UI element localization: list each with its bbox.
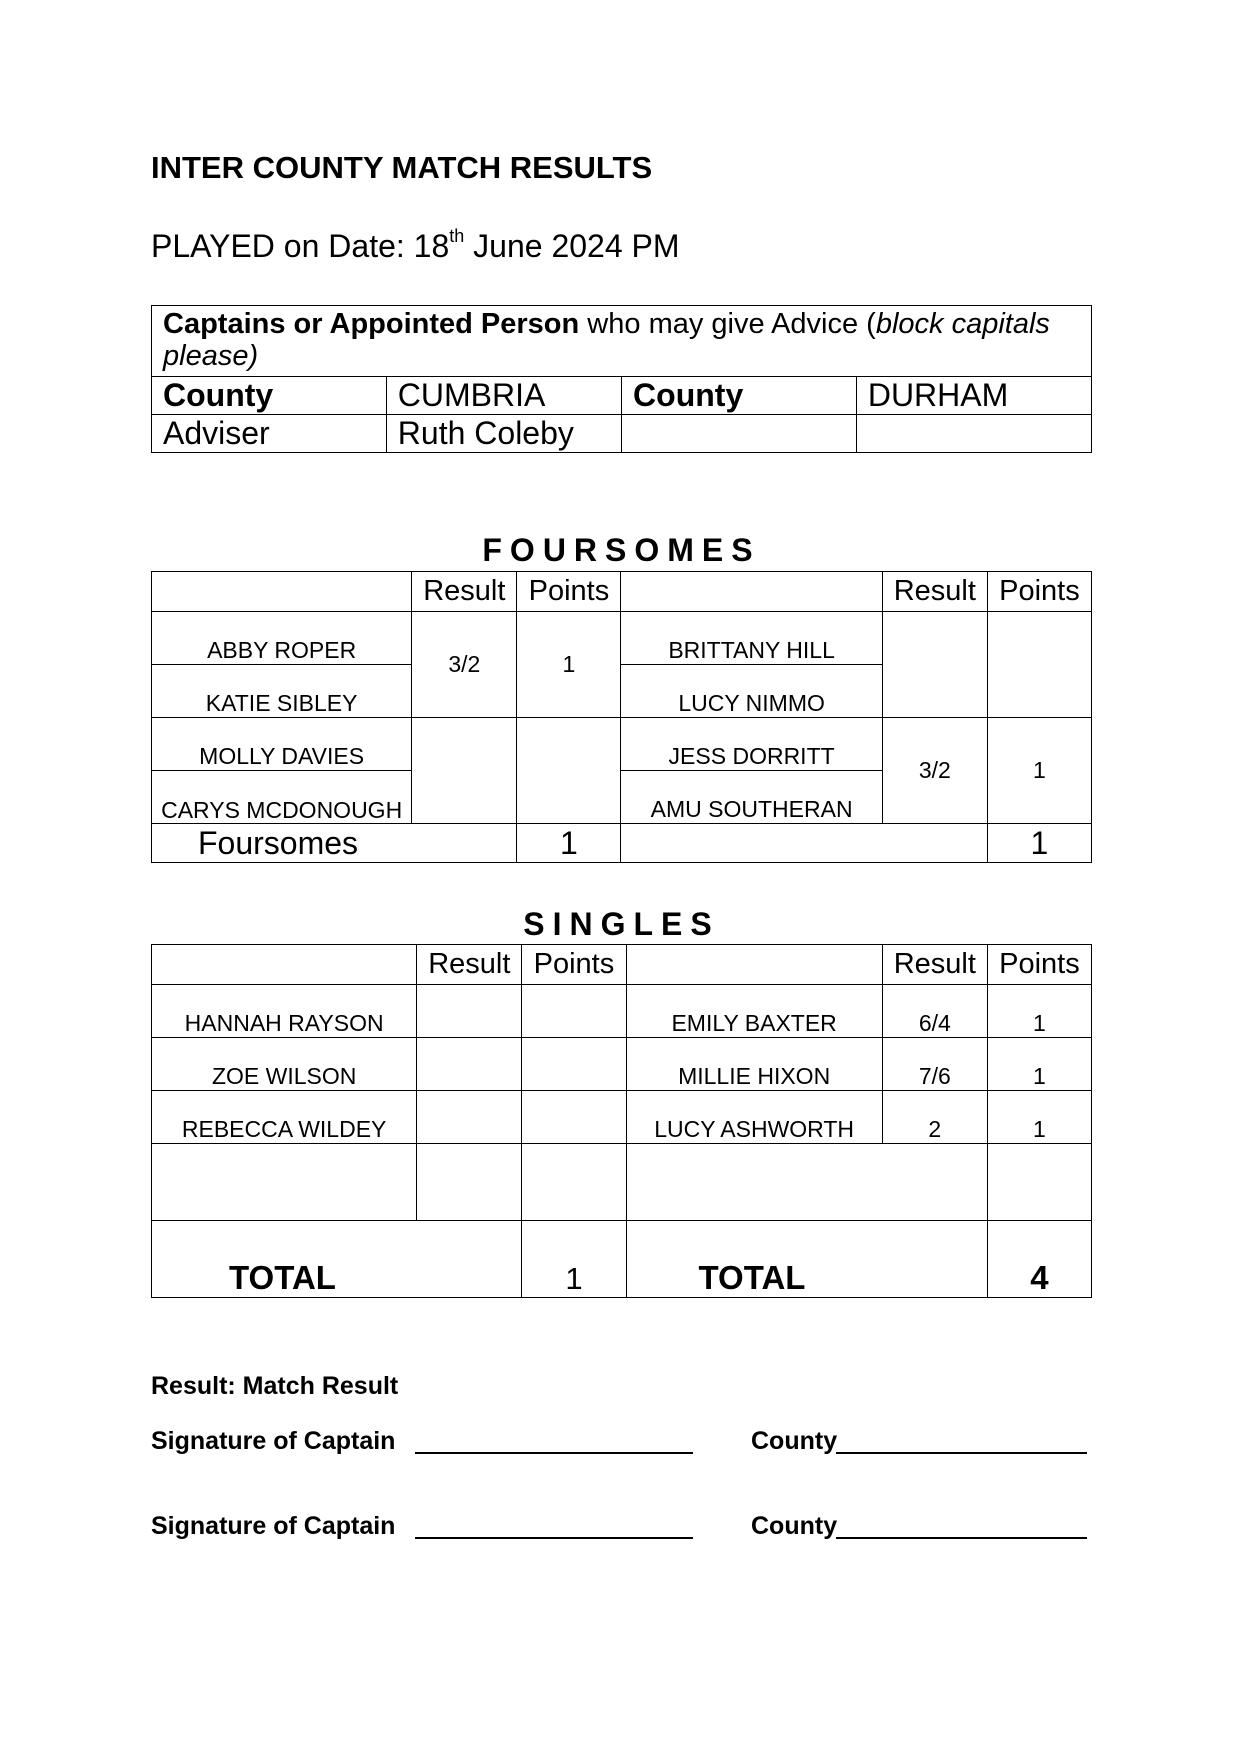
- away-grand-total: 4: [987, 1221, 1091, 1298]
- match-result-line: Result: Match Result: [151, 1372, 399, 1400]
- player-name: JESS DORRITT: [621, 718, 882, 771]
- player-name: ABBY ROPER: [152, 612, 412, 665]
- singles-home-result-header: Result: [417, 945, 522, 985]
- away-adviser: [856, 415, 1091, 453]
- foursomes-away-points-header: Points: [987, 572, 1091, 612]
- away-county: DURHAM: [856, 377, 1091, 415]
- captains-header: [152, 306, 1092, 377]
- blank-cell: [522, 1144, 626, 1221]
- match-points: 1: [987, 1091, 1091, 1144]
- county-label-home: County: [152, 377, 387, 415]
- played-date: [151, 228, 680, 265]
- captains-header-bold: Captains or Appointed Person: [163, 308, 580, 340]
- match-points: 1: [987, 1038, 1091, 1091]
- captains-header-mid: who may give Advice (: [579, 308, 876, 340]
- player-name: BRITTANY HILL: [621, 612, 882, 665]
- blank-cell: [417, 1144, 522, 1221]
- match-result: 7/6: [882, 1038, 987, 1091]
- singles-away-name-header: [626, 945, 882, 985]
- foursomes-home-name-header: [152, 572, 412, 612]
- adviser-label: Adviser: [152, 415, 387, 453]
- county-label-1: County: [751, 1427, 838, 1455]
- player-name: LUCY ASHWORTH: [626, 1091, 882, 1144]
- singles-table: [151, 944, 1092, 1298]
- away-total-label: TOTAL: [626, 1221, 987, 1298]
- match-result: 6/4: [882, 985, 987, 1038]
- player-name: EMILY BAXTER: [626, 985, 882, 1038]
- foursomes-home-points-header: Points: [517, 572, 621, 612]
- signature-line-2[interactable]: [415, 1537, 693, 1539]
- player-name: MOLLY DAVIES: [152, 718, 412, 771]
- singles-away-points-header: Points: [987, 945, 1091, 985]
- foursomes-away-subtotal-blank: [621, 824, 987, 863]
- player-name: ZOE WILSON: [152, 1038, 417, 1091]
- match-result: [412, 718, 517, 824]
- blank-cell: [152, 1144, 417, 1221]
- singles-away-result-header: Result: [882, 945, 987, 985]
- page-title: INTER COUNTY MATCH RESULTS: [151, 150, 653, 185]
- match-points: [522, 1091, 626, 1144]
- foursomes-subtotal-label: Foursomes: [152, 824, 517, 863]
- singles-home-name-header: [152, 945, 417, 985]
- home-total-label: TOTAL: [152, 1221, 522, 1298]
- signature-label-2: Signature of Captain: [151, 1512, 396, 1540]
- county-label-away: County: [622, 377, 857, 415]
- match-result: [417, 985, 522, 1038]
- match-result: 2: [882, 1091, 987, 1144]
- blank-cell: [987, 1144, 1091, 1221]
- home-grand-total: 1: [522, 1221, 626, 1298]
- player-name: KATIE SIBLEY: [152, 665, 412, 718]
- match-result: 3/2: [882, 718, 987, 824]
- match-result: [417, 1038, 522, 1091]
- foursomes-away-name-header: [621, 572, 882, 612]
- foursomes-table: [151, 571, 1092, 863]
- player-name: LUCY NIMMO: [621, 665, 882, 718]
- foursomes-home-result-header: Result: [412, 572, 517, 612]
- match-result: [882, 612, 987, 718]
- county-line-1[interactable]: [836, 1452, 1087, 1454]
- player-name: AMU SOUTHERAN: [621, 771, 882, 824]
- adviser-blank: [622, 415, 857, 453]
- match-result: [417, 1091, 522, 1144]
- blank-cell: [626, 1144, 987, 1221]
- played-date-suffix: June 2024 PM: [464, 228, 680, 264]
- played-date-sup: th: [449, 226, 465, 246]
- singles-home-points-header: Points: [522, 945, 626, 985]
- captains-header-italic: block capitals please): [163, 308, 1050, 372]
- match-points: 1: [517, 612, 621, 718]
- singles-heading: SINGLES: [523, 906, 720, 942]
- foursomes-home-total: 1: [517, 824, 621, 863]
- player-name: REBECCA WILDEY: [152, 1091, 417, 1144]
- foursomes-away-result-header: Result: [882, 572, 987, 612]
- match-result: 3/2: [412, 612, 517, 718]
- match-points: [522, 1038, 626, 1091]
- match-points: [522, 985, 626, 1038]
- player-name: CARYS MCDONOUGH: [152, 771, 412, 824]
- player-name: HANNAH RAYSON: [152, 985, 417, 1038]
- county-label-2: County: [751, 1512, 838, 1540]
- home-county: CUMBRIA: [386, 377, 621, 415]
- match-points: 1: [987, 985, 1091, 1038]
- match-points: [987, 612, 1091, 718]
- foursomes-heading: FOURSOMES: [482, 532, 761, 568]
- foursomes-away-total: 1: [987, 824, 1091, 863]
- captains-table: [151, 305, 1092, 453]
- signature-label-1: Signature of Captain: [151, 1427, 396, 1455]
- match-points: 1: [987, 718, 1091, 824]
- player-name: MILLIE HIXON: [626, 1038, 882, 1091]
- county-line-2[interactable]: [836, 1537, 1087, 1539]
- played-date-prefix: PLAYED on Date: 18: [151, 228, 450, 264]
- home-adviser: Ruth Coleby: [386, 415, 621, 453]
- signature-line-1[interactable]: [415, 1452, 693, 1454]
- match-points: [517, 718, 621, 824]
